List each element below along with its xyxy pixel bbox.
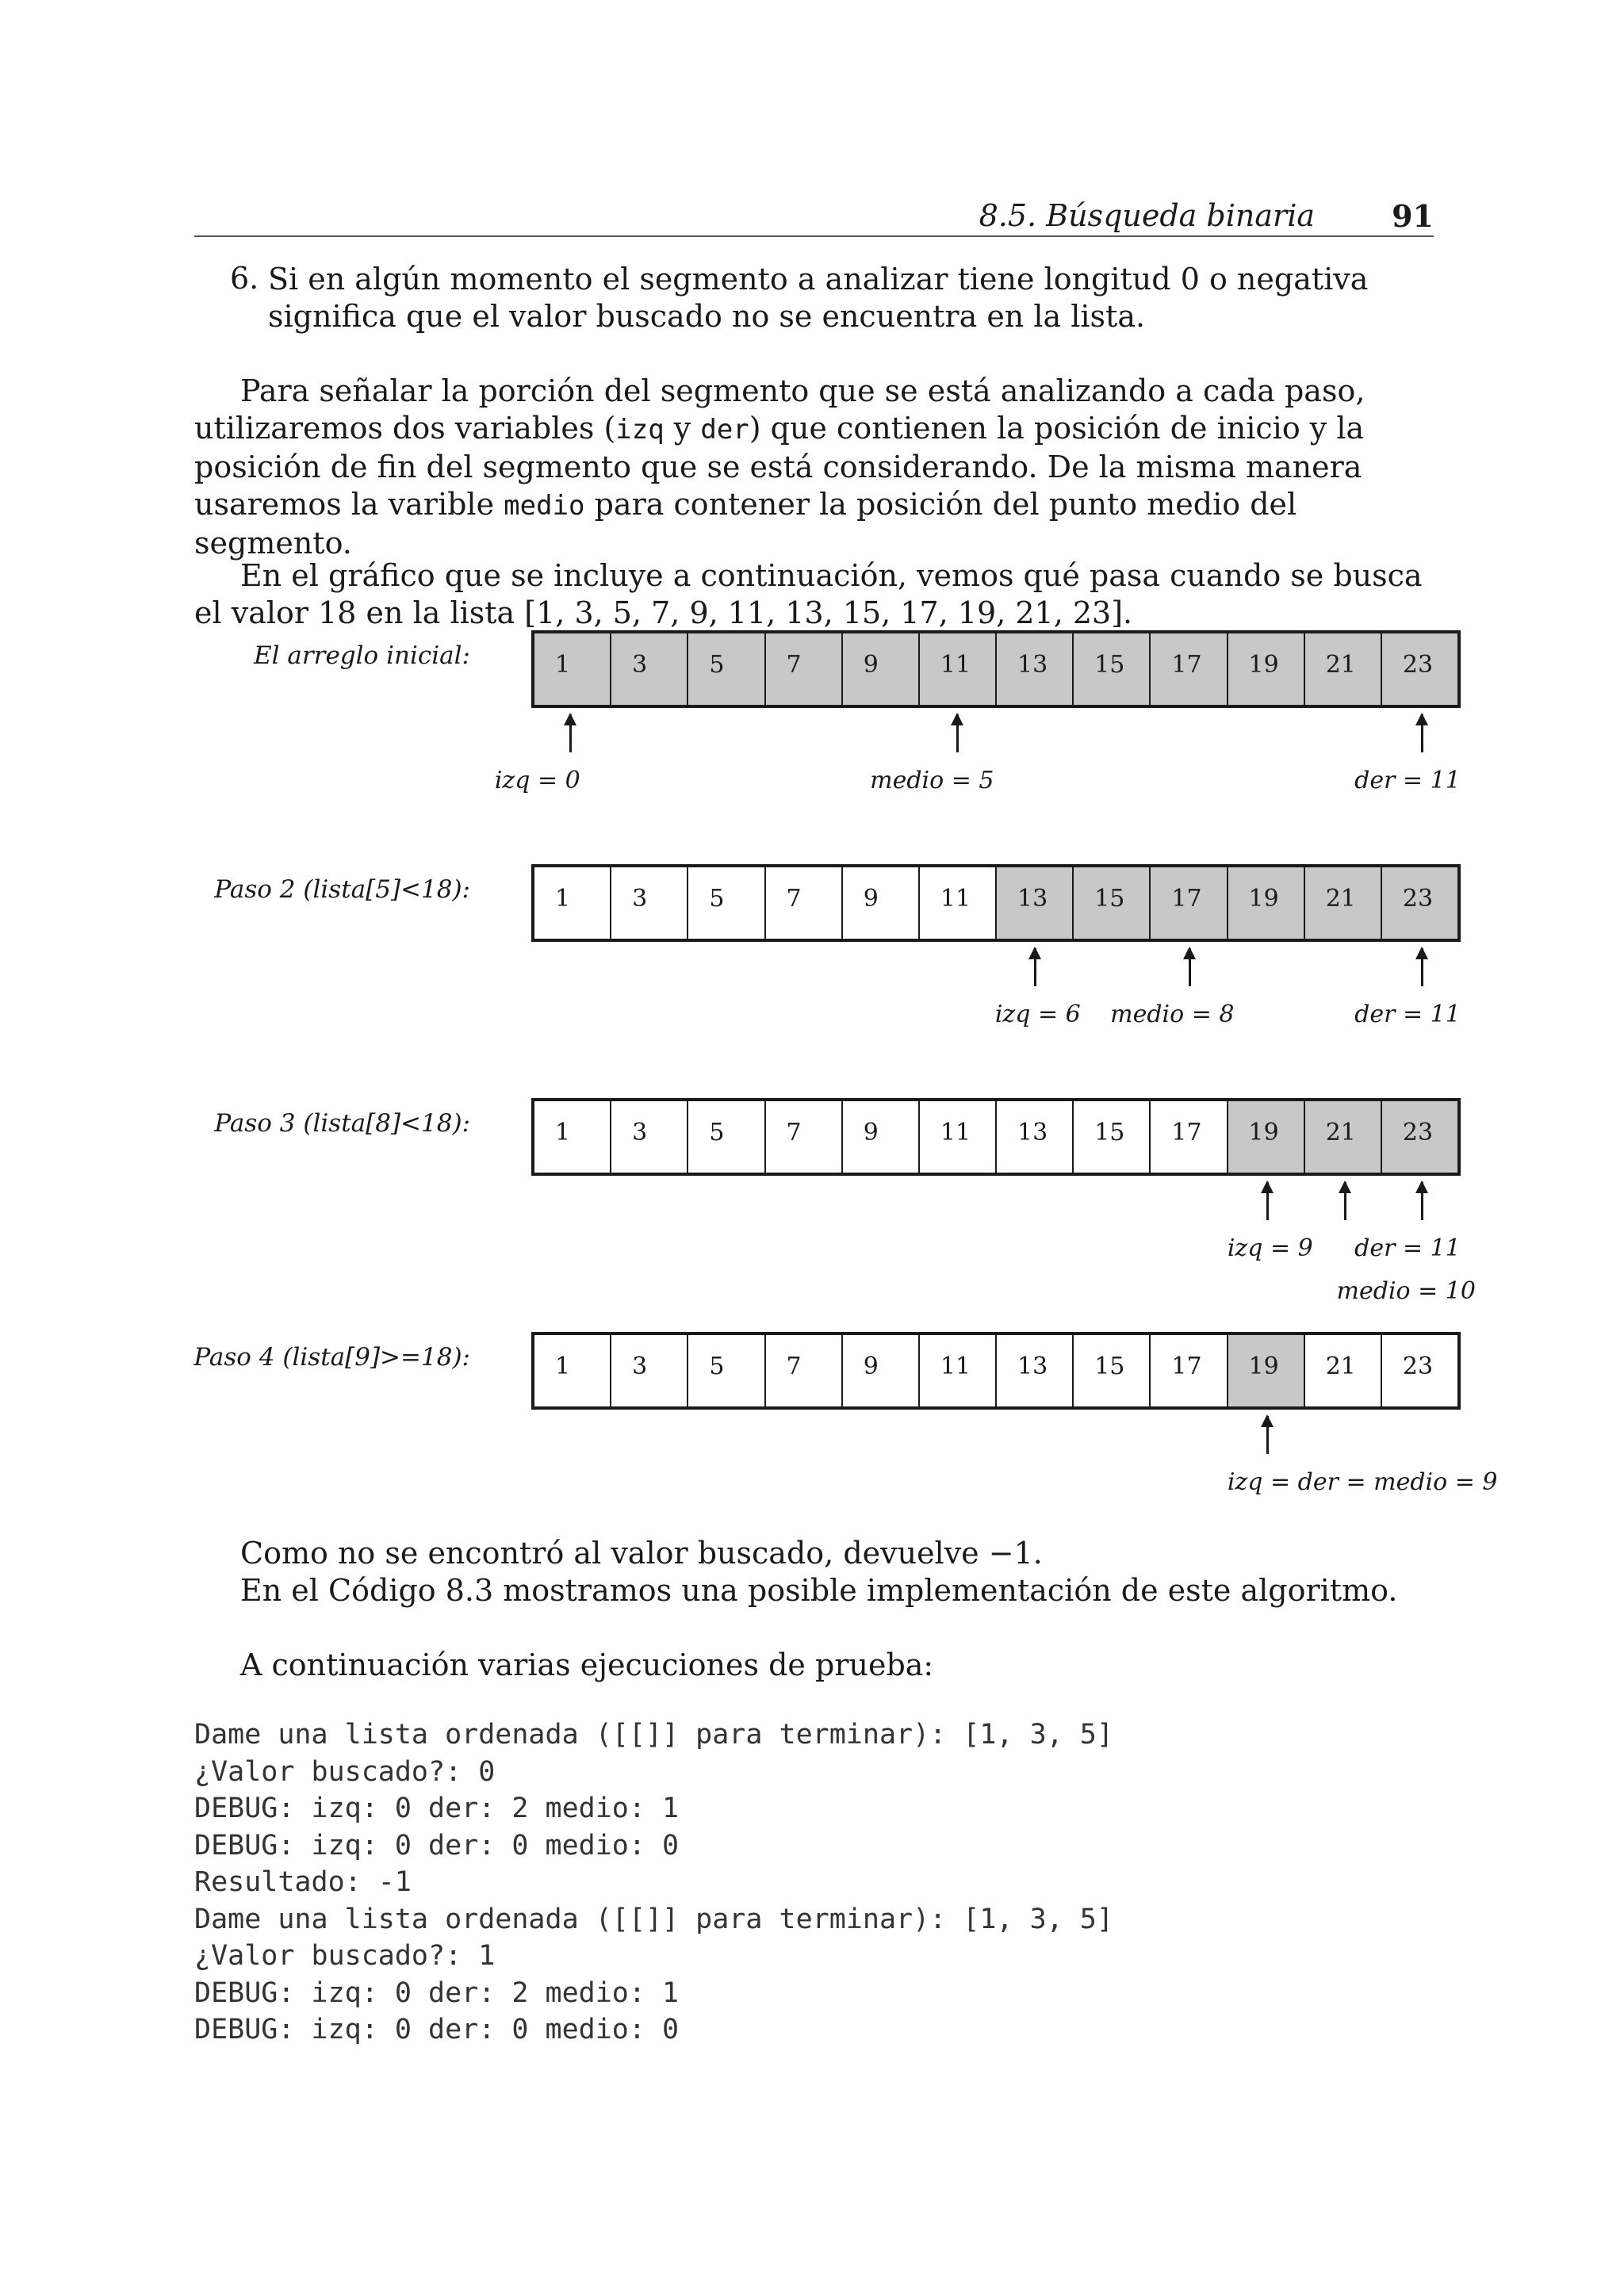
array-cell: 21 [1304,1335,1381,1406]
array-cell: 5 [687,1335,764,1406]
pointer-label: medio = 8 [1110,1001,1235,1028]
array-cell: 11 [918,1101,995,1173]
array-cell: 3 [610,867,687,939]
array-cell: 11 [918,867,995,939]
array-cell: 15 [1072,1335,1149,1406]
pointer-label: medio = 10 [1336,1277,1476,1305]
array-cell: 15 [1072,633,1149,705]
console-line: DEBUG: izq: 0 der: 2 medio: 1 [194,1976,680,2009]
array-cell: 21 [1304,633,1381,705]
array-cell: 15 [1072,867,1149,939]
array-cell: 17 [1149,633,1226,705]
header-rule [194,235,1434,237]
array-cell: 3 [610,633,687,705]
console-line: Dame una lista ordenada ([[]] para terminar): [1, 3, 5] [194,1903,1113,1935]
pointer-arrow [1266,1416,1269,1454]
console-line: DEBUG: izq: 0 der: 0 medio: 0 [194,2014,680,2045]
console-line: DEBUG: izq: 0 der: 2 medio: 1 [194,1793,680,1824]
array-cell: 1 [534,1335,610,1406]
array-cell: 13 [995,633,1072,705]
running-header-title: 8.5. Búsqueda binaria [979,198,1315,233]
pointer-arrow [1266,1182,1269,1220]
console-line: Resultado: -1 [194,1866,412,1898]
console-line: ¿Valor buscado?: 1 [194,1940,496,1972]
pointer-label: der = 11 [1354,767,1461,794]
pointer-label: der = 11 [1354,1234,1461,1262]
pointer-label: izq = der = medio = 9 [1227,1468,1498,1496]
paragraph-example: En el gráfico que se incluye a continuación, vemos qué pasa cuando se busca el valor 18 en la lista [1, 3, 5, 7, 9, 11, 13, 15, 17, 19, 21, 23]. [194,558,1423,630]
pointer-arrow [1421,714,1423,752]
array-cell: 23 [1381,633,1457,705]
pointer-arrow [1421,948,1423,986]
array-cell: 13 [995,867,1072,939]
console-output [194,1716,1113,2049]
paragraph-variables [194,373,1434,562]
pointer-arrow [1421,1182,1423,1220]
console-line: DEBUG: izq: 0 der: 0 medio: 0 [194,1829,680,1862]
array-cell: 5 [687,867,764,939]
page-number: 91 [1392,198,1434,234]
array-cell: 17 [1149,867,1226,939]
pointer-arrow [569,714,572,752]
array-cell: 23 [1381,1101,1457,1173]
array-cell: 19 [1227,1335,1304,1406]
paragraph-text: para contener la posición del punto medio del segmento. [194,487,1297,561]
array-cell: 9 [841,1101,918,1173]
array-cell: 1 [534,633,610,705]
code-medio: medio [504,490,585,522]
code-reference-text: En el Código 8.3 mostramos una posible implementación de este algoritmo. [240,1573,1398,1608]
array-cell: 11 [918,1335,995,1406]
pointer-arrow [956,714,959,752]
stage-label: Paso 4 (lista[9]>=18): [193,1343,470,1372]
list-item-text: Si en algún momento el segmento a analizar tiene longitud 0 o negativa significa que el valor buscado no se encuentra en la lista. [268,262,1369,334]
array-cell: 15 [1072,1101,1149,1173]
pointer-arrow [1034,948,1036,986]
array-cell: 9 [841,867,918,939]
array-cell: 9 [841,1335,918,1406]
array-cell: 1 [534,1101,610,1173]
list-item-number: 6. [230,261,259,296]
console-line: ¿Valor buscado?: 0 [194,1755,496,1788]
array-cell: 11 [918,633,995,705]
array-row [531,630,1461,708]
pointer-arrow [1344,1182,1346,1220]
pointer-label: izq = 0 [494,767,580,794]
array-cell: 7 [764,867,841,939]
array-cell: 5 [687,1101,764,1173]
console-line: Dame una lista ordenada ([[]] para terminar): [1, 3, 5] [194,1719,1113,1751]
array-row [531,1332,1461,1410]
pointer-label: der = 11 [1354,1001,1461,1028]
array-cell: 23 [1381,867,1457,939]
array-cell: 7 [764,1101,841,1173]
array-row [531,1098,1461,1176]
pointer-label: medio = 5 [870,767,994,794]
test-runs-intro: A continuación varias ejecuciones de prueba: [240,1647,934,1682]
array-cell: 3 [610,1335,687,1406]
array-cell: 23 [1381,1335,1457,1406]
array-cell: 17 [1149,1335,1226,1406]
pointer-label: izq = 6 [994,1001,1081,1028]
array-cell: 17 [1149,1101,1226,1173]
paragraph-text: Para señalar la porción del segmento que se está analizando a cada paso, utilizaremos dos variables ( [194,373,1365,446]
array-cell: 19 [1227,633,1304,705]
result-text: Como no se encontró al valor buscado, devuelve −1. [240,1536,1043,1571]
paragraph-text: y [664,411,701,446]
array-cell: 9 [841,633,918,705]
array-cell: 5 [687,633,764,705]
stage-label: Paso 3 (lista[8]<18): [214,1109,470,1138]
array-cell: 13 [995,1335,1072,1406]
stage-label: El arreglo inicial: [253,641,470,670]
array-cell: 13 [995,1101,1072,1173]
array-cell: 3 [610,1101,687,1173]
array-row [531,864,1461,942]
code-der: der [700,414,749,446]
stage-label: Paso 2 (lista[5]<18): [214,875,470,904]
array-cell: 21 [1304,867,1381,939]
array-cell: 7 [764,1335,841,1406]
code-izq: izq [615,414,665,446]
array-cell: 1 [534,867,610,939]
array-cell: 21 [1304,1101,1381,1173]
array-cell: 7 [764,633,841,705]
array-cell: 19 [1227,867,1304,939]
paragraph-text: ) que contienen la posición de inicio y la posición de fin del segmento que se está considerando. De la misma manera usaremos la varible [194,411,1365,522]
array-cell: 19 [1227,1101,1304,1173]
pointer-arrow [1189,948,1191,986]
pointer-label: izq = 9 [1227,1234,1313,1262]
